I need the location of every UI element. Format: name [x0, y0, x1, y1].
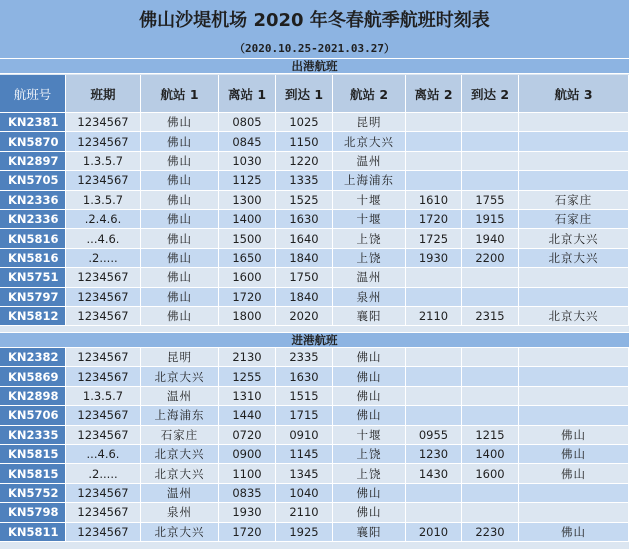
- cell-depart-2: 1720: [406, 210, 462, 228]
- cell-station-2: 上海浦东: [333, 171, 406, 189]
- cell-arrive-2: [462, 348, 519, 366]
- cell-depart-1: 1255: [219, 367, 276, 385]
- cell-schedule: 1234567: [66, 307, 141, 325]
- column-header-depart-2: 离站 2: [406, 75, 462, 112]
- cell-arrive-1: 0910: [276, 426, 333, 444]
- cell-station-3: [519, 348, 629, 366]
- cell-station-1: 佛山: [141, 249, 219, 267]
- cell-station-1: 北京大兴: [141, 523, 219, 541]
- cell-schedule: 1234567: [66, 426, 141, 444]
- cell-station-3: [519, 484, 629, 502]
- date-range: （2020.10.25-2021.03.27）: [0, 38, 629, 58]
- table-row: [0, 426, 629, 445]
- cell-depart-1: 1440: [219, 406, 276, 424]
- cell-depart-1: 0720: [219, 426, 276, 444]
- cell-station-1: 上海浦东: [141, 406, 219, 424]
- table-row: [0, 484, 629, 503]
- cell-arrive-1: 1840: [276, 249, 333, 267]
- cell-flight-no: KN5751: [0, 268, 66, 286]
- table-row: [0, 113, 629, 132]
- cell-arrive-2: 1755: [462, 191, 519, 209]
- table-row: [0, 523, 629, 542]
- cell-depart-2: [406, 268, 462, 286]
- cell-station-3: 石家庄: [519, 210, 629, 228]
- cell-station-3: [519, 288, 629, 306]
- cell-depart-1: 1650: [219, 249, 276, 267]
- cell-arrive-2: [462, 367, 519, 385]
- cell-depart-2: 0955: [406, 426, 462, 444]
- cell-arrive-2: [462, 171, 519, 189]
- cell-depart-2: 1610: [406, 191, 462, 209]
- cell-depart-2: [406, 132, 462, 150]
- cell-arrive-1: 2110: [276, 503, 333, 521]
- table-row: [0, 406, 629, 425]
- cell-station-2: 上饶: [333, 464, 406, 482]
- column-header-schedule: 班期: [66, 75, 141, 112]
- cell-arrive-2: [462, 484, 519, 502]
- cell-schedule: .2.....: [66, 249, 141, 267]
- table-row: [0, 387, 629, 406]
- cell-depart-2: 2110: [406, 307, 462, 325]
- cell-flight-no: KN2897: [0, 152, 66, 170]
- cell-schedule: 1234567: [66, 523, 141, 541]
- cell-station-1: 佛山: [141, 171, 219, 189]
- cell-depart-2: [406, 288, 462, 306]
- cell-schedule: 1.3.5.7: [66, 152, 141, 170]
- cell-arrive-2: 1940: [462, 229, 519, 247]
- cell-depart-1: 1300: [219, 191, 276, 209]
- cell-schedule: 1234567: [66, 406, 141, 424]
- table-row: [0, 288, 629, 307]
- cell-arrive-2: [462, 268, 519, 286]
- cell-flight-no: KN2898: [0, 387, 66, 405]
- cell-flight-no: KN2336: [0, 191, 66, 209]
- cell-arrive-2: 1915: [462, 210, 519, 228]
- cell-station-1: 佛山: [141, 191, 219, 209]
- cell-station-2: 泉州: [333, 288, 406, 306]
- column-header-station-2: 航站 2: [333, 75, 406, 112]
- cell-station-3: [519, 406, 629, 424]
- cell-station-2: 佛山: [333, 387, 406, 405]
- cell-arrive-1: 2020: [276, 307, 333, 325]
- cell-station-2: 佛山: [333, 484, 406, 502]
- cell-schedule: 1234567: [66, 113, 141, 131]
- cell-station-2: 十堰: [333, 210, 406, 228]
- cell-arrive-1: 1840: [276, 288, 333, 306]
- cell-station-2: 温州: [333, 268, 406, 286]
- cell-station-2: 佛山: [333, 348, 406, 366]
- cell-station-3: 佛山: [519, 426, 629, 444]
- cell-depart-2: 2010: [406, 523, 462, 541]
- cell-depart-1: 0845: [219, 132, 276, 150]
- cell-flight-no: KN2336: [0, 210, 66, 228]
- cell-station-3: [519, 503, 629, 521]
- cell-schedule: ...4.6.: [66, 229, 141, 247]
- cell-depart-1: 1600: [219, 268, 276, 286]
- cell-depart-1: 1720: [219, 288, 276, 306]
- cell-depart-2: [406, 503, 462, 521]
- cell-schedule: 1234567: [66, 484, 141, 502]
- cell-station-1: 佛山: [141, 288, 219, 306]
- cell-station-2: 襄阳: [333, 307, 406, 325]
- table-row: [0, 229, 629, 248]
- cell-station-1: 北京大兴: [141, 367, 219, 385]
- page-title: 佛山沙堤机场 2020 年冬春航季航班时刻表: [0, 0, 629, 39]
- cell-arrive-1: 1640: [276, 229, 333, 247]
- cell-arrive-2: 2315: [462, 307, 519, 325]
- cell-schedule: .2.....: [66, 464, 141, 482]
- cell-depart-2: 1930: [406, 249, 462, 267]
- cell-station-2: 佛山: [333, 406, 406, 424]
- column-header-flight-no: 航班号: [0, 75, 66, 112]
- cell-station-1: 泉州: [141, 503, 219, 521]
- cell-station-1: 北京大兴: [141, 445, 219, 463]
- table-row: [0, 210, 629, 229]
- cell-arrive-2: 1400: [462, 445, 519, 463]
- cell-arrive-1: 1025: [276, 113, 333, 131]
- cell-flight-no: KN5870: [0, 132, 66, 150]
- cell-flight-no: KN5798: [0, 503, 66, 521]
- cell-station-3: 佛山: [519, 445, 629, 463]
- cell-arrive-1: 1335: [276, 171, 333, 189]
- cell-arrive-2: 1600: [462, 464, 519, 482]
- table-row: [0, 191, 629, 210]
- cell-arrive-2: [462, 503, 519, 521]
- cell-depart-1: 0805: [219, 113, 276, 131]
- cell-depart-2: 1725: [406, 229, 462, 247]
- cell-station-3: 石家庄: [519, 191, 629, 209]
- cell-depart-1: 1030: [219, 152, 276, 170]
- cell-flight-no: KN5811: [0, 523, 66, 541]
- cell-flight-no: KN5815: [0, 464, 66, 482]
- table-row: [0, 132, 629, 151]
- cell-flight-no: KN5815: [0, 445, 66, 463]
- cell-arrive-2: [462, 387, 519, 405]
- cell-arrive-1: 1750: [276, 268, 333, 286]
- cell-flight-no: KN5816: [0, 249, 66, 267]
- cell-arrive-2: [462, 152, 519, 170]
- cell-station-3: [519, 367, 629, 385]
- cell-flight-no: KN5706: [0, 406, 66, 424]
- cell-station-3: [519, 113, 629, 131]
- cell-station-3: 北京大兴: [519, 307, 629, 325]
- cell-station-2: 温州: [333, 152, 406, 170]
- arrivals-section-label: 进港航班: [0, 332, 629, 348]
- cell-station-2: 上饶: [333, 249, 406, 267]
- cell-station-3: 北京大兴: [519, 229, 629, 247]
- cell-depart-2: 1230: [406, 445, 462, 463]
- cell-schedule: 1234567: [66, 132, 141, 150]
- cell-station-1: 佛山: [141, 210, 219, 228]
- table-row: [0, 503, 629, 522]
- cell-arrive-2: 2230: [462, 523, 519, 541]
- cell-station-2: 北京大兴: [333, 132, 406, 150]
- cell-depart-2: [406, 171, 462, 189]
- cell-arrive-1: 1145: [276, 445, 333, 463]
- cell-depart-1: 1720: [219, 523, 276, 541]
- cell-station-2: 佛山: [333, 503, 406, 521]
- cell-depart-1: 1500: [219, 229, 276, 247]
- cell-station-1: 佛山: [141, 268, 219, 286]
- cell-depart-2: [406, 113, 462, 131]
- cell-depart-2: [406, 387, 462, 405]
- table-row: [0, 464, 629, 483]
- cell-station-2: 佛山: [333, 367, 406, 385]
- cell-schedule: 1234567: [66, 268, 141, 286]
- table-row: [0, 367, 629, 386]
- cell-flight-no: KN5752: [0, 484, 66, 502]
- cell-arrive-1: 1040: [276, 484, 333, 502]
- cell-station-1: 昆明: [141, 348, 219, 366]
- arrivals-table: [0, 348, 629, 542]
- cell-schedule: 1234567: [66, 367, 141, 385]
- column-header-station-1: 航站 1: [141, 75, 219, 112]
- cell-depart-2: [406, 348, 462, 366]
- cell-depart-2: 1430: [406, 464, 462, 482]
- table-row: [0, 307, 629, 326]
- table-row: [0, 348, 629, 367]
- cell-arrive-2: [462, 406, 519, 424]
- cell-station-3: 北京大兴: [519, 249, 629, 267]
- cell-flight-no: KN5812: [0, 307, 66, 325]
- cell-depart-1: 2130: [219, 348, 276, 366]
- cell-arrive-2: [462, 132, 519, 150]
- cell-station-3: [519, 171, 629, 189]
- cell-station-1: 佛山: [141, 152, 219, 170]
- column-header-depart-1: 离站 1: [219, 75, 276, 112]
- cell-station-1: 佛山: [141, 307, 219, 325]
- cell-flight-no: KN2382: [0, 348, 66, 366]
- cell-schedule: .2.4.6.: [66, 210, 141, 228]
- column-header-station-3: 航站 3: [519, 75, 629, 112]
- cell-flight-no: KN2381: [0, 113, 66, 131]
- cell-flight-no: KN5869: [0, 367, 66, 385]
- cell-depart-2: [406, 406, 462, 424]
- cell-station-2: 昆明: [333, 113, 406, 131]
- cell-depart-1: 1310: [219, 387, 276, 405]
- cell-arrive-2: 2200: [462, 249, 519, 267]
- cell-arrive-1: 1630: [276, 367, 333, 385]
- cell-arrive-2: 1215: [462, 426, 519, 444]
- cell-flight-no: KN5816: [0, 229, 66, 247]
- cell-station-3: [519, 152, 629, 170]
- cell-flight-no: KN2335: [0, 426, 66, 444]
- cell-station-2: 上饶: [333, 445, 406, 463]
- column-header-arrive-1: 到达 1: [276, 75, 333, 112]
- cell-depart-1: 1100: [219, 464, 276, 482]
- cell-arrive-2: [462, 113, 519, 131]
- cell-schedule: 1234567: [66, 288, 141, 306]
- column-header-row: [0, 75, 629, 113]
- cell-station-2: 上饶: [333, 229, 406, 247]
- table-row: [0, 445, 629, 464]
- cell-station-1: 佛山: [141, 229, 219, 247]
- cell-depart-2: [406, 484, 462, 502]
- cell-station-1: 佛山: [141, 132, 219, 150]
- cell-arrive-2: [462, 288, 519, 306]
- cell-station-1: 温州: [141, 484, 219, 502]
- cell-station-2: 十堰: [333, 191, 406, 209]
- cell-arrive-1: 1150: [276, 132, 333, 150]
- cell-depart-1: 1400: [219, 210, 276, 228]
- cell-depart-2: [406, 152, 462, 170]
- cell-schedule: 1.3.5.7: [66, 191, 141, 209]
- cell-station-1: 北京大兴: [141, 464, 219, 482]
- cell-depart-1: 0900: [219, 445, 276, 463]
- cell-station-1: 温州: [141, 387, 219, 405]
- table-row: [0, 268, 629, 287]
- departures-section-label: 出港航班: [0, 58, 629, 74]
- cell-depart-1: 1125: [219, 171, 276, 189]
- cell-schedule: 1.3.5.7: [66, 387, 141, 405]
- cell-station-1: 佛山: [141, 113, 219, 131]
- cell-depart-2: [406, 367, 462, 385]
- cell-depart-1: 1930: [219, 503, 276, 521]
- cell-station-3: [519, 268, 629, 286]
- table-row: [0, 171, 629, 190]
- cell-schedule: 1234567: [66, 503, 141, 521]
- cell-flight-no: KN5797: [0, 288, 66, 306]
- cell-arrive-1: 1630: [276, 210, 333, 228]
- cell-schedule: 1234567: [66, 348, 141, 366]
- cell-arrive-1: 1220: [276, 152, 333, 170]
- cell-depart-1: 0835: [219, 484, 276, 502]
- cell-depart-1: 1800: [219, 307, 276, 325]
- table-row: [0, 249, 629, 268]
- cell-station-3: 佛山: [519, 464, 629, 482]
- cell-arrive-1: 1345: [276, 464, 333, 482]
- cell-schedule: 1234567: [66, 171, 141, 189]
- cell-arrive-1: 1925: [276, 523, 333, 541]
- table-row: [0, 152, 629, 171]
- cell-station-3: [519, 387, 629, 405]
- departures-table: [0, 113, 629, 326]
- cell-schedule: ...4.6.: [66, 445, 141, 463]
- cell-station-3: [519, 132, 629, 150]
- cell-station-1: 石家庄: [141, 426, 219, 444]
- cell-flight-no: KN5705: [0, 171, 66, 189]
- column-header-arrive-2: 到达 2: [462, 75, 519, 112]
- cell-arrive-1: 1525: [276, 191, 333, 209]
- cell-arrive-1: 1515: [276, 387, 333, 405]
- cell-station-3: 佛山: [519, 523, 629, 541]
- cell-station-2: 襄阳: [333, 523, 406, 541]
- cell-arrive-1: 1715: [276, 406, 333, 424]
- cell-station-2: 十堰: [333, 426, 406, 444]
- cell-arrive-1: 2335: [276, 348, 333, 366]
